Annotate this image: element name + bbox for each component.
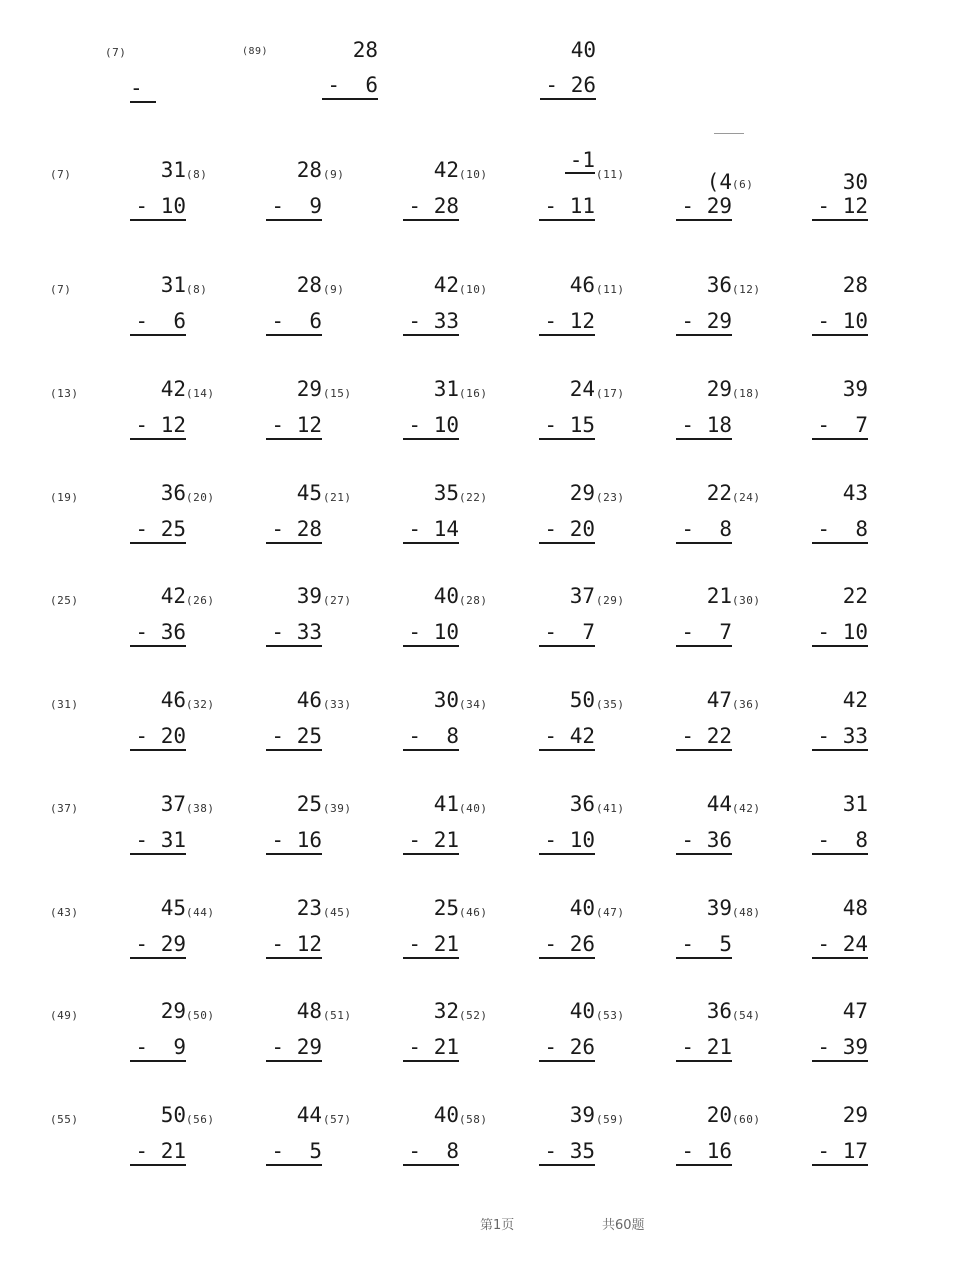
problem-subtrahend: - 26 bbox=[539, 931, 595, 959]
problem-subtrahend: - 17 bbox=[812, 1138, 868, 1166]
problem-subtrahend: - 24 bbox=[812, 931, 868, 959]
subtraction-problem bbox=[459, 584, 595, 654]
problem-number: (54) bbox=[732, 1009, 761, 1022]
problem-minuend: 42 bbox=[433, 158, 459, 182]
problem-number: (31) bbox=[50, 698, 79, 711]
problem-subtrahend: - 6 bbox=[130, 308, 186, 336]
problem-number: (47) bbox=[596, 906, 625, 919]
problem-minuend: 44 bbox=[296, 1103, 322, 1127]
problem-minuend: 21 bbox=[706, 584, 732, 608]
problem-minuend: 20 bbox=[706, 1103, 732, 1127]
problem-minuend: 25 bbox=[433, 896, 459, 920]
problem-number: (10) bbox=[459, 283, 488, 296]
problem-minuend: 42 bbox=[433, 273, 459, 297]
problem-subtrahend: - 12 bbox=[539, 308, 595, 336]
problem-minuend: 35 bbox=[433, 481, 459, 505]
subtraction-problem bbox=[732, 273, 868, 343]
problem-minuend: 29 bbox=[569, 481, 595, 505]
subtraction-problem bbox=[596, 158, 732, 228]
subtraction-problem bbox=[732, 688, 868, 758]
problem-number: (11) bbox=[596, 283, 625, 296]
problem-number: (46) bbox=[459, 906, 488, 919]
problem-number: (51) bbox=[323, 1009, 352, 1022]
subtraction-problem bbox=[596, 481, 732, 551]
problem-number: (59) bbox=[596, 1113, 625, 1126]
fragment-problem-1 bbox=[105, 42, 241, 112]
total-problems: 共60题 bbox=[602, 1218, 645, 1233]
problem-subtrahend: - 29 bbox=[676, 193, 732, 221]
problem-number: (12) bbox=[732, 283, 761, 296]
problem-subtrahend: - 8 bbox=[403, 1138, 459, 1166]
problem-subtrahend: - 21 bbox=[403, 827, 459, 855]
problem-number: (35) bbox=[596, 698, 625, 711]
fragment-problem-2 bbox=[242, 38, 378, 112]
problem-subtrahend: - 10 bbox=[812, 308, 868, 336]
subtraction-problem bbox=[186, 584, 322, 654]
problem-minuend: 31 bbox=[842, 792, 868, 816]
problem-minuend: 47 bbox=[706, 688, 732, 712]
problem-minuend: 39 bbox=[706, 896, 732, 920]
problem-number: (43) bbox=[50, 906, 79, 919]
subtraction-problem bbox=[323, 158, 459, 228]
problem-subtrahend: - 10 bbox=[812, 619, 868, 647]
problem-minuend: 36 bbox=[706, 273, 732, 297]
problem-subtrahend: - 25 bbox=[266, 723, 322, 751]
problem-number: (8) bbox=[186, 283, 208, 296]
problem-number: (53) bbox=[596, 1009, 625, 1022]
problem-subtrahend: - 29 bbox=[130, 931, 186, 959]
problem-minuend: 40 bbox=[569, 999, 595, 1023]
problem-subtrahend: - 31 bbox=[130, 827, 186, 855]
problem-subtrahend: - 14 bbox=[403, 516, 459, 544]
problem-subtrahend: - 26 bbox=[539, 1034, 595, 1062]
subtraction-problem bbox=[323, 1103, 459, 1173]
problem-subtrahend: - 29 bbox=[266, 1034, 322, 1062]
problem-minuend: 46 bbox=[160, 688, 186, 712]
problem-number: (37) bbox=[50, 802, 79, 815]
subtraction-problem bbox=[459, 481, 595, 551]
problem-minuend: 39 bbox=[842, 377, 868, 401]
problem-number: (45) bbox=[323, 906, 352, 919]
subtraction-problem bbox=[50, 377, 186, 447]
problem-minuend: 42 bbox=[842, 688, 868, 712]
problem-subtrahend: - 22 bbox=[676, 723, 732, 751]
problem-subtrahend: - 8 bbox=[812, 827, 868, 855]
problem-subtrahend: - 33 bbox=[403, 308, 459, 336]
problem-subtrahend: - 16 bbox=[266, 827, 322, 855]
subtraction-problem bbox=[596, 273, 732, 343]
problem-subtrahend: - 8 bbox=[403, 723, 459, 751]
subtraction-problem bbox=[186, 377, 322, 447]
problem-number: (58) bbox=[459, 1113, 488, 1126]
problem-subtrahend: - 18 bbox=[676, 412, 732, 440]
problem-subtrahend: - 36 bbox=[676, 827, 732, 855]
problem-number: (28) bbox=[459, 594, 488, 607]
problem-minuend: 37 bbox=[569, 584, 595, 608]
subtraction-problem bbox=[323, 792, 459, 862]
problem-number: (39) bbox=[323, 802, 352, 815]
problem-minuend: 32 bbox=[433, 999, 459, 1023]
subtraction-problem bbox=[732, 584, 868, 654]
problem-number: (27) bbox=[323, 594, 352, 607]
subtraction-problem bbox=[323, 999, 459, 1069]
subtraction-problem bbox=[596, 584, 732, 654]
problem-number: (38) bbox=[186, 802, 215, 815]
problem-subtrahend: - 12 bbox=[266, 931, 322, 959]
subtraction-problem bbox=[50, 481, 186, 551]
problem-number: (23) bbox=[596, 491, 625, 504]
subtraction-problem bbox=[50, 158, 186, 228]
subtraction-problem bbox=[186, 273, 322, 343]
subtraction-problem bbox=[50, 688, 186, 758]
problem-minuend: 45 bbox=[160, 896, 186, 920]
problem-number: (10) bbox=[459, 168, 488, 181]
problem-number: (49) bbox=[50, 1009, 79, 1022]
problem-number: (7) bbox=[50, 168, 72, 181]
subtraction-problem bbox=[50, 792, 186, 862]
problem-number: (52) bbox=[459, 1009, 488, 1022]
subtraction-problem bbox=[459, 273, 595, 343]
problem-subtrahend: - 7 bbox=[539, 619, 595, 647]
problem-number: (13) bbox=[50, 387, 79, 400]
subtraction-problem bbox=[50, 273, 186, 343]
problem-number: (57) bbox=[323, 1113, 352, 1126]
stray-mark bbox=[714, 133, 744, 134]
problem-subtrahend: - 5 bbox=[676, 931, 732, 959]
problem-subtrahend: - 8 bbox=[812, 516, 868, 544]
subtraction-problem bbox=[732, 896, 868, 966]
problem-minuend: 30 bbox=[433, 688, 459, 712]
problem-number: (11) bbox=[596, 168, 625, 181]
problem-number: (29) bbox=[596, 594, 625, 607]
problem-number: (60) bbox=[732, 1113, 761, 1126]
problem-minuend: 46 bbox=[569, 273, 595, 297]
subtraction-problem bbox=[459, 377, 595, 447]
problem-minuend: 48 bbox=[842, 896, 868, 920]
subtraction-problem bbox=[732, 481, 868, 551]
problem-minuend: 40 bbox=[570, 38, 596, 62]
problem-minuend: 50 bbox=[569, 688, 595, 712]
problem-subtrahend: - 9 bbox=[266, 193, 322, 221]
subtraction-problem bbox=[732, 158, 868, 228]
problem-minuend: 46 bbox=[296, 688, 322, 712]
problem-minuend: 23 bbox=[296, 896, 322, 920]
subtraction-problem bbox=[323, 481, 459, 551]
problem-subtrahend: - 35 bbox=[539, 1138, 595, 1166]
problem-subtrahend: - 21 bbox=[130, 1138, 186, 1166]
problem-subtrahend: - 15 bbox=[539, 412, 595, 440]
problem-minuend: 28 bbox=[352, 38, 378, 62]
problem-minuend: 30 bbox=[842, 170, 868, 194]
subtraction-problem bbox=[732, 1103, 868, 1173]
problem-subtrahend: - 25 bbox=[130, 516, 186, 544]
problem-number: (6) bbox=[732, 178, 754, 191]
problem-minuend: 31 bbox=[433, 377, 459, 401]
fragment-problem-3 bbox=[460, 38, 596, 112]
problem-number: (24) bbox=[732, 491, 761, 504]
problem-minuend: 36 bbox=[569, 792, 595, 816]
problem-subtrahend: - 12 bbox=[812, 193, 868, 221]
problem-subtrahend: - 10 bbox=[130, 193, 186, 221]
problem-minuend: 50 bbox=[160, 1103, 186, 1127]
subtraction-problem bbox=[732, 999, 868, 1069]
problem-subtrahend: - 12 bbox=[130, 412, 186, 440]
problem-number: (40) bbox=[459, 802, 488, 815]
problem-number: (34) bbox=[459, 698, 488, 711]
problem-minuend: 22 bbox=[842, 584, 868, 608]
problem-number: (26) bbox=[186, 594, 215, 607]
subtraction-problem bbox=[459, 792, 595, 862]
subtraction-problem bbox=[732, 792, 868, 862]
problem-number: (44) bbox=[186, 906, 215, 919]
subtraction-problem bbox=[50, 1103, 186, 1173]
problem-subtrahend: - 11 bbox=[539, 193, 595, 221]
problem-number: (36) bbox=[732, 698, 761, 711]
problem-minuend: 47 bbox=[842, 999, 868, 1023]
problem-minuend: 22 bbox=[706, 481, 732, 505]
problem-subtrahend: - 21 bbox=[403, 1034, 459, 1062]
problem-number: (25) bbox=[50, 594, 79, 607]
subtraction-problem bbox=[186, 999, 322, 1069]
problem-minuend: 48 bbox=[296, 999, 322, 1023]
problem-subtrahend: - 39 bbox=[812, 1034, 868, 1062]
page-indicator: 第1页 bbox=[480, 1218, 515, 1233]
problem-subtrahend: - 20 bbox=[539, 516, 595, 544]
problem-number: (41) bbox=[596, 802, 625, 815]
problem-subtrahend: - 33 bbox=[812, 723, 868, 751]
problem-minuend: 41 bbox=[433, 792, 459, 816]
problem-minuend: (4 bbox=[706, 170, 732, 194]
problem-number: (14) bbox=[186, 387, 215, 400]
subtraction-problem bbox=[323, 688, 459, 758]
problem-number: (17) bbox=[596, 387, 625, 400]
problem-minuend: 36 bbox=[160, 481, 186, 505]
problem-number: (19) bbox=[50, 491, 79, 504]
problem-minuend: 39 bbox=[296, 584, 322, 608]
problem-minuend: 37 bbox=[160, 792, 186, 816]
problem-subtrahend: - 28 bbox=[266, 516, 322, 544]
problem-number: (50) bbox=[186, 1009, 215, 1022]
subtraction-problem bbox=[596, 1103, 732, 1173]
problem-subtrahend: - 36 bbox=[130, 619, 186, 647]
problem-subtrahend: - 21 bbox=[403, 931, 459, 959]
subtraction-problem bbox=[596, 792, 732, 862]
subtraction-problem bbox=[596, 896, 732, 966]
subtraction-problem bbox=[323, 273, 459, 343]
problem-minuend: 45 bbox=[296, 481, 322, 505]
problem-minuend: 42 bbox=[160, 584, 186, 608]
problem-minuend: 29 bbox=[706, 377, 732, 401]
problem-subtrahend: - 10 bbox=[403, 412, 459, 440]
problem-number: (22) bbox=[459, 491, 488, 504]
problem-subtrahend: - bbox=[130, 75, 156, 103]
problem-number: (16) bbox=[459, 387, 488, 400]
subtraction-problem bbox=[186, 792, 322, 862]
problem-number: (7) bbox=[105, 46, 127, 59]
problem-subtrahend: - 7 bbox=[812, 412, 868, 440]
problem-subtrahend: - 21 bbox=[676, 1034, 732, 1062]
problem-minuend: 39 bbox=[569, 1103, 595, 1127]
problem-minuend: 31 bbox=[160, 273, 186, 297]
problem-minuend: 31 bbox=[160, 158, 186, 182]
problem-minuend: 36 bbox=[706, 999, 732, 1023]
subtraction-problem bbox=[50, 999, 186, 1069]
problem-number: (48) bbox=[732, 906, 761, 919]
subtraction-problem bbox=[186, 481, 322, 551]
problem-number: (8) bbox=[186, 168, 208, 181]
problem-subtrahend: - 9 bbox=[130, 1034, 186, 1062]
problem-subtrahend: - 42 bbox=[539, 723, 595, 751]
problem-number: (9) bbox=[323, 283, 345, 296]
problem-subtrahend: - 6 bbox=[322, 72, 378, 100]
problem-number: (9) bbox=[323, 168, 345, 181]
problem-number: (33) bbox=[323, 698, 352, 711]
problem-minuend: 28 bbox=[296, 273, 322, 297]
subtraction-problem bbox=[323, 896, 459, 966]
problem-minuend: -1 bbox=[565, 148, 595, 174]
problem-minuend: 43 bbox=[842, 481, 868, 505]
problem-subtrahend: - 12 bbox=[266, 412, 322, 440]
subtraction-problem bbox=[459, 148, 595, 228]
problem-number: (32) bbox=[186, 698, 215, 711]
problem-minuend: 29 bbox=[296, 377, 322, 401]
problem-number: (7) bbox=[50, 283, 72, 296]
subtraction-problem bbox=[323, 584, 459, 654]
problem-number: (55) bbox=[50, 1113, 79, 1126]
problem-minuend: 29 bbox=[842, 1103, 868, 1127]
subtraction-problem bbox=[596, 377, 732, 447]
subtraction-problem bbox=[50, 896, 186, 966]
subtraction-problem bbox=[732, 377, 868, 447]
subtraction-problem bbox=[459, 688, 595, 758]
subtraction-problem bbox=[596, 688, 732, 758]
problem-number: (30) bbox=[732, 594, 761, 607]
problem-minuend: 28 bbox=[296, 158, 322, 182]
problem-subtrahend: - 33 bbox=[266, 619, 322, 647]
problem-subtrahend: - 8 bbox=[676, 516, 732, 544]
subtraction-problem bbox=[50, 584, 186, 654]
problem-subtrahend: - 7 bbox=[676, 619, 732, 647]
problem-minuend: 28 bbox=[842, 273, 868, 297]
problem-minuend: 42 bbox=[160, 377, 186, 401]
problem-subtrahend: - 16 bbox=[676, 1138, 732, 1166]
subtraction-problem bbox=[459, 1103, 595, 1173]
problem-minuend: 25 bbox=[296, 792, 322, 816]
problem-number: (20) bbox=[186, 491, 215, 504]
problem-subtrahend: - 20 bbox=[130, 723, 186, 751]
subtraction-problem bbox=[186, 158, 322, 228]
problem-minuend: 40 bbox=[433, 1103, 459, 1127]
subtraction-problem bbox=[323, 377, 459, 447]
problem-minuend: 40 bbox=[569, 896, 595, 920]
problem-subtrahend: - 6 bbox=[266, 308, 322, 336]
problem-minuend: 40 bbox=[433, 584, 459, 608]
problem-number: (18) bbox=[732, 387, 761, 400]
problem-subtrahend: - 28 bbox=[403, 193, 459, 221]
subtraction-problem bbox=[186, 896, 322, 966]
problem-subtrahend: - 26 bbox=[540, 72, 596, 100]
problem-minuend: 29 bbox=[160, 999, 186, 1023]
problem-number: (21) bbox=[323, 491, 352, 504]
problem-number: (89) bbox=[242, 46, 269, 57]
problem-subtrahend: - 10 bbox=[539, 827, 595, 855]
subtraction-problem bbox=[459, 999, 595, 1069]
problem-minuend: 44 bbox=[706, 792, 732, 816]
problem-number: (42) bbox=[732, 802, 761, 815]
problem-number: (56) bbox=[186, 1113, 215, 1126]
problem-subtrahend: - 10 bbox=[403, 619, 459, 647]
problem-subtrahend: - 5 bbox=[266, 1138, 322, 1166]
problem-minuend: 24 bbox=[569, 377, 595, 401]
subtraction-problem bbox=[459, 896, 595, 966]
problem-number: (15) bbox=[323, 387, 352, 400]
subtraction-problem bbox=[186, 688, 322, 758]
subtraction-problem bbox=[186, 1103, 322, 1173]
problem-subtrahend: - 29 bbox=[676, 308, 732, 336]
subtraction-problem bbox=[596, 999, 732, 1069]
